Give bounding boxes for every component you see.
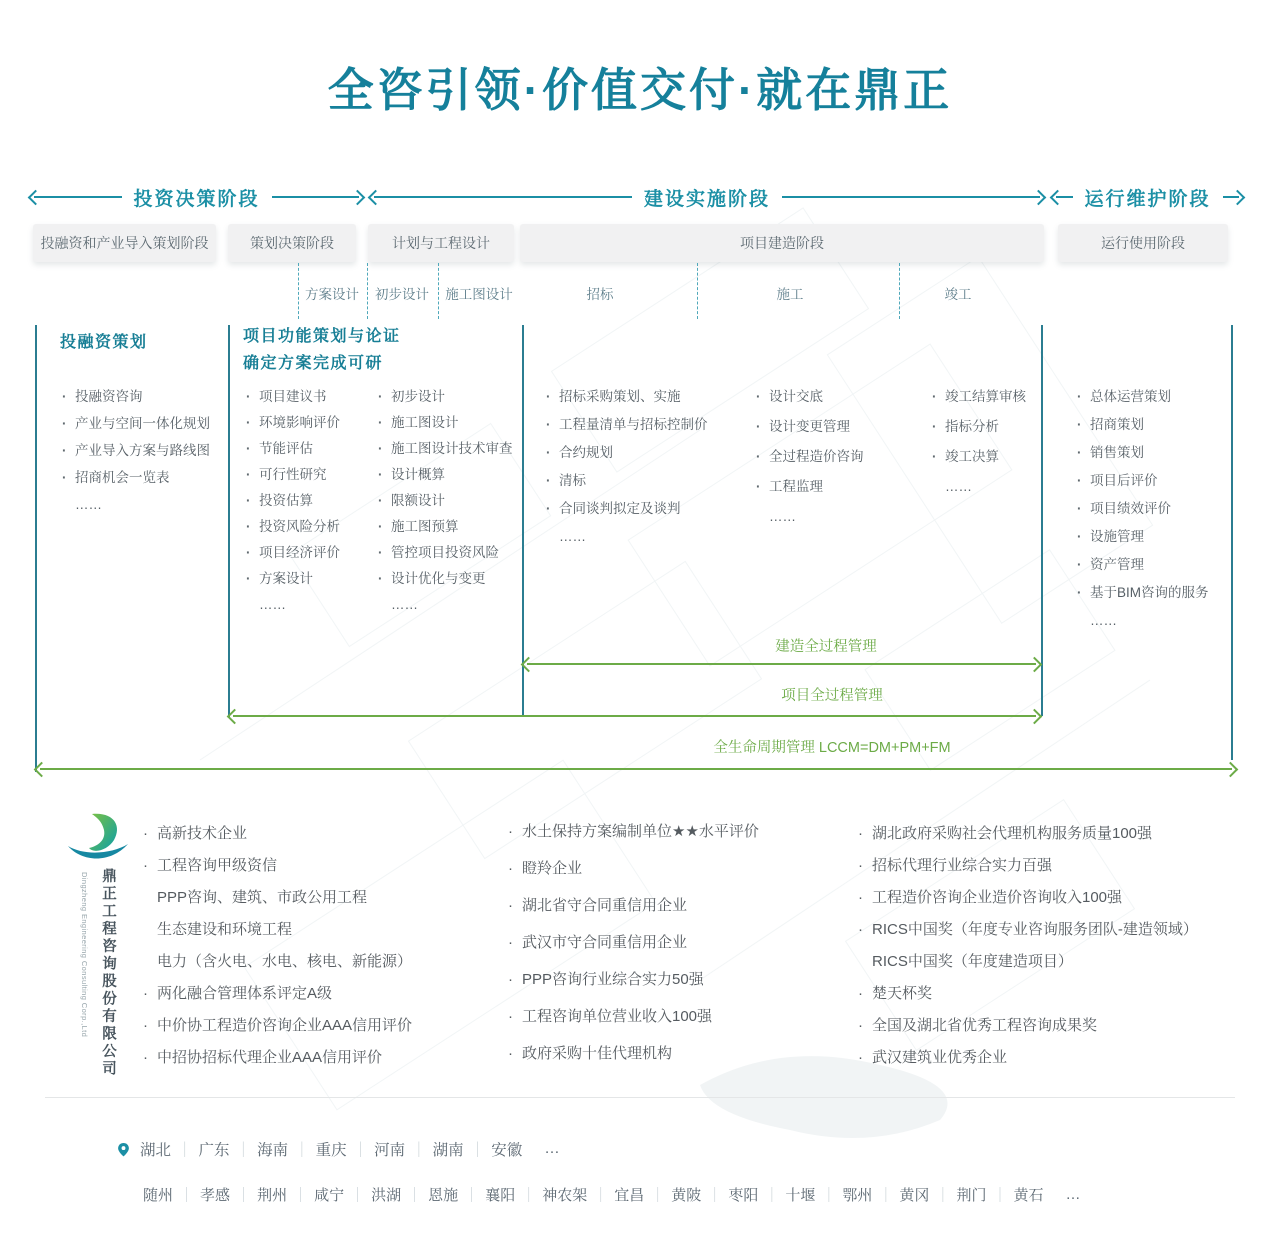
province-item: 湖南 ｜ [433,1138,492,1160]
credential-item: · 工程造价咨询企业造价咨询收入100强 [858,888,1198,908]
stage-box-plan-engineering-design: 计划与工程设计 [368,224,514,262]
list-item: · 招商策划 [1077,417,1209,432]
phase-label: 投资决策阶段 [133,188,260,210]
credentials-list-right [858,824,1198,1080]
arrow-head-right-icon [1027,656,1043,672]
credential-item: · PPP咨询行业综合实力50强 [508,970,759,990]
city-item: 荆门 ｜ [956,1184,1013,1205]
arrow-head-right-icon [1031,189,1047,205]
list-item: · 节能评估 [246,441,340,456]
list-item: · 可行性研究 [246,467,340,482]
arrow-head-left-icon [28,189,44,205]
credential-item: · 武汉建筑业优秀企业 [858,1048,1198,1068]
list-item: · 销售策划 [1077,445,1209,460]
stage-box-financing-industry: 投融资和产业导入策划阶段 [33,224,216,262]
section-header-project-function-line1: 项目功能策划与论证 [243,328,401,345]
list-item: · 项目后评价 [1077,473,1209,488]
phase-arrow-construction [370,186,1044,208]
completion-list [932,389,1026,509]
stage-box-project-construction: 项目建造阶段 [520,224,1044,262]
city-item: 神农架 ｜ [542,1184,614,1205]
column-border [228,325,230,717]
list-item: · 工程量清单与招标控制价 [546,417,708,432]
list-item: …… [945,479,972,494]
list-item: · 合同谈判拟定及谈判 [546,501,708,516]
arrow-line [233,715,1036,717]
substage-divider [438,263,439,319]
arrow-line [527,663,1036,665]
page-title: 全咨引领·价值交付·就在鼎正 [327,64,953,116]
credentials-list-middle [508,822,759,1081]
arrow-head-left-icon [368,189,384,205]
credential-item: · 武汉市守合同重信用企业 [508,933,759,953]
column-border [1231,325,1233,760]
bidding-list [546,389,708,557]
arrow-head-right-icon [350,189,366,205]
project-planning-list-a [246,389,340,623]
company-name-english: Dingzheng Engineering Consulting Corp.,Ltd [80,872,89,1038]
arrow-head-left-icon [227,708,243,724]
credential-item: · 全国及湖北省优秀工程咨询成果奖 [858,1016,1198,1036]
provinces-ellipsis: … [544,1140,562,1157]
substage-label-scheme-design: 方案设计 [305,287,359,302]
credential-item: 电力（含火电、水电、核电、新能源） [157,953,413,970]
substage-divider [367,263,368,319]
city-item: 襄阳 ｜ [485,1184,542,1205]
credential-item: · 水土保持方案编制单位★★水平评价 [508,822,759,842]
province-item: 湖北 ｜ [140,1138,199,1160]
city-item: 枣阳 ｜ [728,1184,785,1205]
list-item: …… [1090,613,1117,628]
list-item: · 投融资咨询 [62,389,210,404]
stage-box-planning-decision: 策划决策阶段 [228,224,356,262]
province-item: 海南 ｜ [257,1138,316,1160]
credential-item: · 湖北省守合同重信用企业 [508,896,759,916]
phase-arrow-operation-maintenance [1052,186,1243,208]
city-item: 随州 ｜ [143,1184,200,1205]
span-label-construction-whole-process: 建造全过程管理 [775,639,877,655]
list-item: · 投资估算 [246,493,340,508]
city-item: 宜昌 ｜ [614,1184,671,1205]
project-planning-list-b [378,389,513,623]
list-item: · 全过程造价咨询 [756,449,864,464]
stage-box-operation-use: 运行使用阶段 [1058,224,1228,262]
credential-item: · 楚天杯奖 [858,984,1198,1004]
location-pin-icon [116,1139,131,1160]
province-row [116,1138,562,1160]
section-header-project-function-line2: 确定方案完成可研 [243,355,384,372]
credentials-list-left [143,824,412,1080]
list-item: · 投资风险分析 [246,519,340,534]
credential-item: · 高新技术企业 [143,824,412,844]
list-item: · 设计交底 [756,389,864,404]
substage-label-construction-drawing: 施工图设计 [445,287,513,302]
list-item: · 指标分析 [932,419,1026,434]
section-header-investment-planning: 投融资策划 [60,334,148,351]
list-item: · 清标 [546,473,708,488]
list-item: · 施工图设计技术审查 [378,441,513,456]
column-border [35,325,37,772]
list-item: · 限额设计 [378,493,513,508]
phase-arrow-investment-decision [30,186,363,208]
province-item: 重庆 ｜ [316,1138,375,1160]
arrow-line [374,196,632,198]
cities-ellipsis: … [1065,1186,1083,1203]
list-item: …… [559,529,586,544]
city-item: 荆州 ｜ [257,1184,314,1205]
arrow-line [272,196,360,198]
investment-planning-list [62,389,210,524]
list-item: · 产业与空间一体化规划 [62,416,210,431]
list-item: · 合约规划 [546,445,708,460]
credential-item: · 工程咨询单位营业收入100强 [508,1007,759,1027]
city-item: 黄石 [1013,1187,1044,1204]
province-item: 安徽 [491,1142,523,1159]
credential-item: · 湖北政府采购社会代理机构服务质量100强 [858,824,1198,844]
list-item: · 项目建议书 [246,389,340,404]
province-item: 河南 ｜ [374,1138,433,1160]
company-logo-icon [62,810,134,868]
city-item: 鄂州 ｜ [842,1184,899,1205]
list-item: · 环境影响评价 [246,415,340,430]
list-item: · 管控项目投资风险 [378,545,513,560]
list-item: · 工程监理 [756,479,864,494]
list-item: · 竣工决算 [932,449,1026,464]
section-divider [45,1097,1235,1098]
list-item: · 设计变更管理 [756,419,864,434]
credential-item: · 工程咨询甲级资信 [143,856,412,876]
province-list [140,1138,534,1160]
list-item: · 基于BIM咨询的服务 [1077,585,1209,600]
city-item: 恩施 ｜ [428,1184,485,1205]
arrow-head-right-icon [1223,761,1239,777]
list-item: · 设施管理 [1077,529,1209,544]
substage-label-completion: 竣工 [944,287,972,302]
credential-item: · 政府采购十佳代理机构 [508,1044,759,1064]
phase-label: 运行维护阶段 [1084,188,1211,210]
city-item: 黄陂 ｜ [671,1184,728,1205]
credential-item: · 招标代理行业综合实力百强 [858,856,1198,876]
arrow-head-left-icon [34,761,50,777]
list-item: …… [259,597,286,612]
arrow-head-left-icon [521,656,537,672]
substage-divider [697,263,698,319]
list-item: · 资产管理 [1077,557,1209,572]
arrow-line [782,196,1040,198]
list-item: · 施工图设计 [378,415,513,430]
credential-item: · 中价协工程造价咨询企业AAA信用评价 [143,1016,412,1036]
column-border [1041,325,1043,716]
list-item: · 项目经济评价 [246,545,340,560]
list-item: · 设计概算 [378,467,513,482]
city-item: 洪湖 ｜ [371,1184,428,1205]
span-label-project-whole-process: 项目全过程管理 [781,688,883,704]
span-label-lifecycle-management: 全生命周期管理 LCCM=DM+PM+FM [713,740,951,756]
list-item: · 方案设计 [246,571,340,586]
credential-item: 生态建设和环境工程 [157,921,293,938]
city-item: 黄冈 ｜ [899,1184,956,1205]
company-name-chinese: 鼎正工程咨询股份有限公司 [100,868,116,1078]
list-item: · 产业导入方案与路线图 [62,443,210,458]
list-item: · 招标采购策划、实施 [546,389,708,404]
list-item: …… [391,597,418,612]
span-arrow-project-whole-process [229,710,1040,722]
substage-label-bidding: 招标 [586,287,614,302]
substage-divider [298,263,299,319]
province-item: 广东 ｜ [199,1138,258,1160]
city-item: 孝感 ｜ [200,1184,257,1205]
city-item: 十堰 ｜ [785,1184,842,1205]
credential-item: PPP咨询、建筑、市政公用工程 [157,889,368,906]
list-item: · 设计优化与变更 [378,571,513,586]
list-item: …… [769,509,796,524]
list-item: · 竣工结算审核 [932,389,1026,404]
credential-item: · 两化融合管理体系评定A级 [143,984,412,1004]
list-item: · 招商机会一览表 [62,470,210,485]
arrow-head-right-icon [1230,189,1246,205]
list-item: …… [75,497,102,512]
arrow-head-right-icon [1027,708,1043,724]
city-list [143,1184,1055,1205]
span-arrow-lifecycle-management [36,763,1236,775]
city-row [143,1184,1082,1205]
list-item: · 项目绩效评价 [1077,501,1209,516]
credential-item: RICS中国奖（年度建造项目） [872,953,1073,970]
arrow-line [34,196,122,198]
list-item: · 总体运营策划 [1077,389,1209,404]
substage-label-construction: 施工 [776,287,804,302]
substage-label-preliminary-design: 初步设计 [375,287,429,302]
city-item: 咸宁 ｜ [314,1184,371,1205]
credential-item: · RICS中国奖（年度专业咨询服务团队-建造领域） [858,920,1198,940]
credential-item: · 中招协招标代理企业AAA信用评价 [143,1048,412,1068]
substage-divider [899,263,900,319]
list-item: · 初步设计 [378,389,513,404]
arrow-head-left-icon [1050,189,1066,205]
operation-list [1077,389,1209,641]
construction-list [756,389,864,539]
phase-label: 建设实施阶段 [644,188,771,210]
arrow-line [40,768,1232,770]
list-item: · 施工图预算 [378,519,513,534]
credential-item: · 瞪羚企业 [508,859,759,879]
span-arrow-construction-whole-process [523,658,1040,670]
